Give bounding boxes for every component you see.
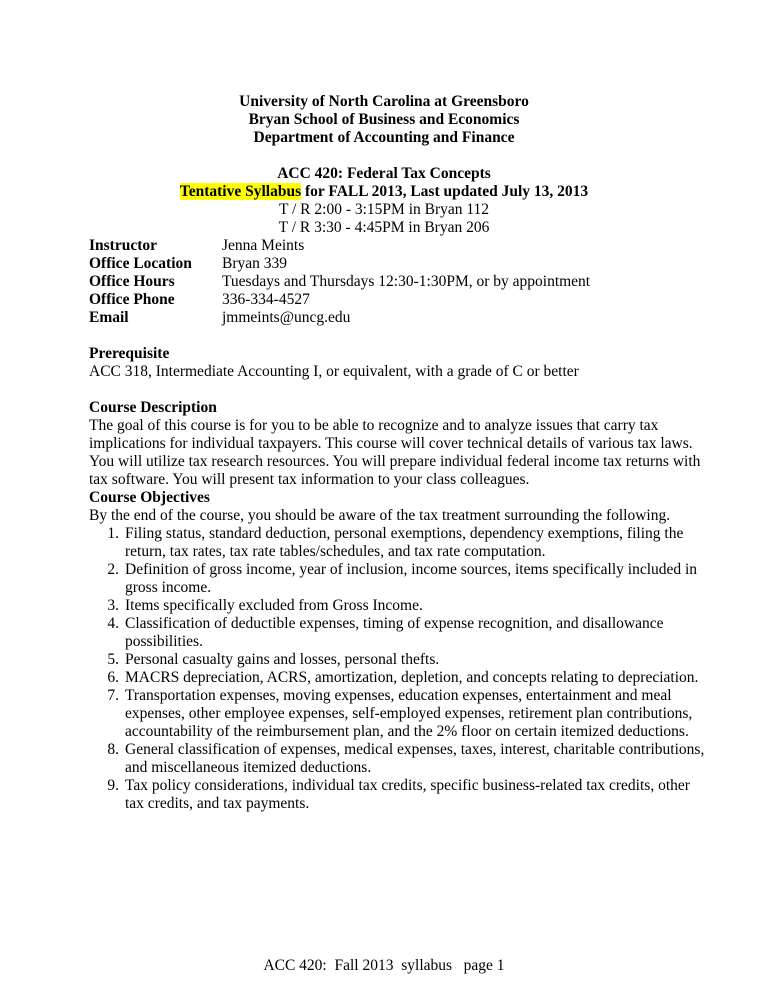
- list-item: [89, 777, 709, 813]
- section-title: Course Description: [89, 399, 217, 416]
- list-number: 7.: [107, 687, 119, 704]
- section-title: Prerequisite: [89, 345, 170, 362]
- institution-header: [0, 93, 768, 147]
- course-objectives-section: [89, 489, 709, 813]
- office-phone-value: 336-334-4527: [222, 291, 310, 308]
- list-item: [89, 561, 709, 597]
- contact-row-office-location: [89, 255, 590, 273]
- list-number: 1.: [107, 525, 119, 542]
- course-description-text: The goal of this course is for you to be able to recognize and to analyze issues that carry tax implications for individual taxpayers. This course will cover technical details of various tax laws. You will utilize tax research resources. You will prepare individual federal income tax returns with tax software. You will present tax information to your class colleagues.: [89, 417, 701, 488]
- syllabus-status: [0, 183, 768, 201]
- list-text: Transportation expenses, moving expenses, education expenses, entertainment and meal expenses, other employee expenses, self-employed expenses, retirement plan contributions, accountability of the reimbursement plan, and the 2% floor on certain itemized deductions.: [125, 687, 693, 740]
- email-value: jmmeints@uncg.edu: [222, 309, 351, 326]
- contact-row-instructor: [89, 237, 590, 255]
- list-number: 4.: [107, 615, 119, 632]
- course-header: [0, 165, 768, 237]
- school-name: Bryan School of Business and Economics: [248, 111, 520, 128]
- course-description-section: [89, 399, 709, 489]
- contact-table: [89, 237, 590, 327]
- list-item: [89, 741, 709, 777]
- list-number: 8.: [107, 741, 119, 758]
- list-text: Tax policy considerations, individual tax credits, specific business-related tax credits, other tax credits, and tax payments.: [125, 777, 690, 812]
- section-title: Course Objectives: [89, 489, 210, 506]
- course-title: ACC 420: Federal Tax Concepts: [277, 165, 491, 182]
- university-name: University of North Carolina at Greensboro: [239, 93, 529, 110]
- list-number: 5.: [107, 651, 119, 668]
- list-item: [89, 525, 709, 561]
- list-item: [89, 669, 709, 687]
- list-item: [89, 597, 709, 615]
- list-text: Items specifically excluded from Gross Income.: [125, 597, 423, 614]
- office-hours-value: Tuesdays and Thursdays 12:30-1:30PM, or by appointment: [222, 273, 591, 290]
- contact-label: Email: [89, 309, 129, 326]
- list-text: General classification of expenses, medical expenses, taxes, interest, charitable contributions, and miscellaneous itemized deductions.: [125, 741, 705, 776]
- session-time-1: T / R 2:00 - 3:15PM in Bryan 112: [278, 201, 490, 218]
- instructor-name: Jenna Meints: [222, 237, 305, 254]
- syllabus-status-rest: for FALL 2013, Last updated July 13, 2013: [301, 183, 589, 200]
- list-item: [89, 687, 709, 741]
- list-text: Classification of deductible expenses, timing of expense recognition, and disallowance possibilities.: [125, 615, 664, 650]
- contact-label: Instructor: [89, 237, 158, 254]
- list-text: Filing status, standard deduction, personal exemptions, dependency exemptions, filing the return, tax rates, tax rate tables/schedules, and tax rate computation.: [125, 525, 684, 560]
- list-text: MACRS depreciation, ACRS, amortization, depletion, and concepts relating to depreciation.: [125, 669, 699, 686]
- contact-row-office-phone: [89, 291, 590, 309]
- objectives-intro: By the end of the course, you should be aware of the tax treatment surrounding the following.: [89, 507, 671, 524]
- department-name: Department of Accounting and Finance: [253, 129, 515, 146]
- list-number: 2.: [107, 561, 119, 578]
- list-number: 6.: [107, 669, 119, 686]
- list-number: 9.: [107, 777, 119, 794]
- contact-label: Office Phone: [89, 291, 175, 308]
- list-text: Definition of gross income, year of inclusion, income sources, items specifically included in gross income.: [125, 561, 698, 596]
- prerequisite-section: [89, 345, 709, 381]
- contact-row-office-hours: [89, 273, 590, 291]
- contact-label: Office Hours: [89, 273, 175, 290]
- list-item: [89, 615, 709, 651]
- page-footer: ACC 420: Fall 2013 syllabus page 1: [263, 957, 505, 974]
- office-location-value: Bryan 339: [222, 255, 288, 272]
- list-text: Personal casualty gains and losses, personal thefts.: [125, 651, 440, 668]
- contact-label: Office Location: [89, 255, 192, 272]
- contact-row-email: [89, 309, 590, 327]
- list-item: [89, 651, 709, 669]
- objectives-list: [89, 525, 709, 813]
- syllabus-highlight: Tentative Syllabus: [179, 183, 302, 200]
- list-number: 3.: [107, 597, 119, 614]
- session-time-2: T / R 3:30 - 4:45PM in Bryan 206: [278, 219, 490, 236]
- prerequisite-text: ACC 318, Intermediate Accounting I, or equivalent, with a grade of C or better: [89, 363, 579, 380]
